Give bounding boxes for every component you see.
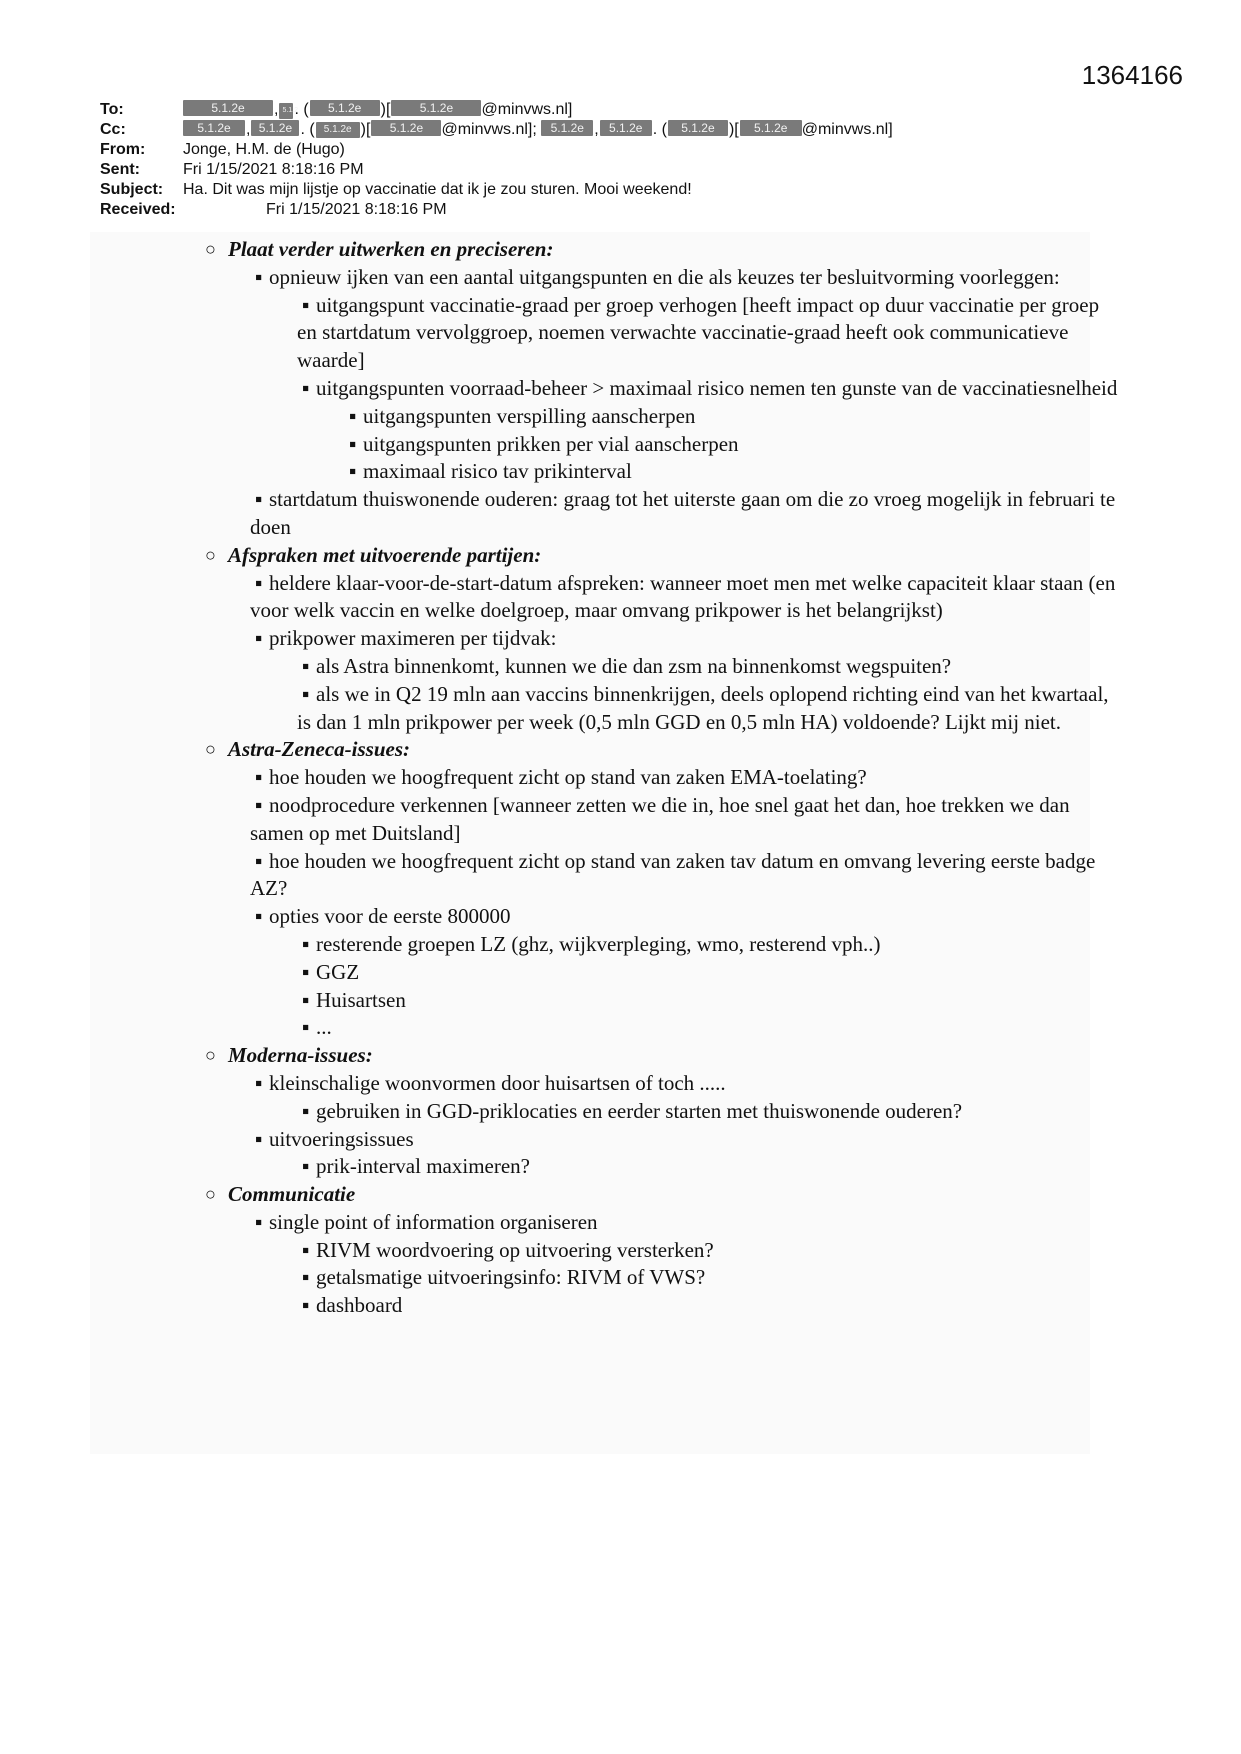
square-bullet-icon: ▪ xyxy=(349,403,357,428)
list-item-text: Plaat verder uitwerken en preciseren: xyxy=(228,237,554,261)
square-bullet-icon: ▪ xyxy=(349,459,357,484)
to-row xyxy=(100,100,1160,120)
list-item-text: dashboard xyxy=(316,1293,403,1318)
list-item xyxy=(100,570,1120,626)
section-heading xyxy=(100,542,1120,570)
redaction-box: 5.1.2e xyxy=(600,120,652,136)
sent-label: Sent: xyxy=(100,161,140,178)
subject-label: Subject: xyxy=(100,181,164,198)
square-bullet-icon: ▪ xyxy=(302,1265,310,1290)
circle-bullet-icon: ○ xyxy=(205,544,216,565)
list-item-text: prikpower maximeren per tijdvak: xyxy=(269,626,557,651)
list-item-text: Astra-Zeneca-issues: xyxy=(228,737,410,762)
list-item-text: GGZ xyxy=(316,959,360,984)
list-item xyxy=(100,403,1120,431)
email-header xyxy=(100,100,1160,220)
list-item xyxy=(100,848,1120,904)
list-item-text: opties voor de eerste 800000 xyxy=(269,904,511,929)
cc-row xyxy=(100,120,1160,140)
cc-value: 5.1.2e , 5.1.2e . ( 5.1.2e )[ 5.1.2e @minvws.nl]; 5.1.2e , 5.1.2e . ( 5.1.2e )[ 5.1.2e @minvws.nl] xyxy=(183,120,893,140)
list-item xyxy=(100,1126,1120,1154)
from-row xyxy=(100,140,1160,160)
square-bullet-icon: ▪ xyxy=(302,1154,310,1179)
circle-bullet-icon: ○ xyxy=(205,739,216,760)
list-item-text: hoe houden we hoogfrequent zicht op stand van zaken EMA-toelating? xyxy=(269,765,867,790)
list-item-text: startdatum thuiswonende ouderen: graag tot het uiterste gaan om die zo vroeg mogelijk in februari te doen xyxy=(250,487,1116,539)
circle-bullet-icon: ○ xyxy=(205,1184,216,1205)
list-item xyxy=(100,792,1120,848)
section-heading xyxy=(100,1042,1120,1070)
sent-value: Fri 1/15/2021 8:18:16 PM xyxy=(183,161,364,178)
square-bullet-icon: ▪ xyxy=(255,487,263,512)
list-item xyxy=(100,1070,1120,1098)
list-item xyxy=(100,431,1120,459)
list-item-text: noodprocedure verkennen [wanneer zetten we die in, hoe snel gaat het dan, hoe trekken we dan samen op met Duitsland] xyxy=(250,792,1070,845)
list-item-text: prik-interval maximeren? xyxy=(316,1154,530,1179)
redaction-box: 5.1.2e xyxy=(371,120,441,136)
list-item-text: single point of information organiseren xyxy=(269,1209,598,1234)
list-item-text: Afspraken met uitvoerende partijen: xyxy=(228,542,542,567)
circle-bullet-icon: ○ xyxy=(205,1045,216,1066)
list-item xyxy=(100,458,1120,486)
square-bullet-icon: ▪ xyxy=(302,1237,310,1262)
list-item xyxy=(100,931,1120,959)
list-item xyxy=(100,1014,1120,1042)
list-item xyxy=(100,959,1120,987)
square-bullet-icon: ▪ xyxy=(255,1070,263,1095)
subject-row xyxy=(100,180,1160,200)
received-value: Fri 1/15/2021 8:18:16 PM xyxy=(266,201,447,218)
square-bullet-icon: ▪ xyxy=(255,264,263,289)
redaction-box: 5.1.2e xyxy=(541,120,593,136)
list-item-text: gebruiken in GGD-priklocaties en eerder starten met thuiswonende ouderen? xyxy=(316,1098,963,1123)
to-value: 5.1.2e , 5.1.2. ( 5.1.2e )[ 5.1.2e @minvws.nl] xyxy=(183,100,572,120)
list-item-text: opnieuw ijken van een aantal uitgangspunten en die als keuzes ter besluitvorming voorleggen: xyxy=(269,264,1060,289)
list-item-text: hoe houden we hoogfrequent zicht op stand van zaken tav datum en omvang levering eerste badge AZ? xyxy=(250,848,1096,901)
square-bullet-icon: ▪ xyxy=(302,1015,310,1040)
redaction-box: 5.1.2e xyxy=(668,120,728,136)
list-item xyxy=(100,264,1120,292)
to-domain: @minvws.nl] xyxy=(481,101,573,118)
list-item-text: maximaal risico tav prikinterval xyxy=(363,459,632,484)
list-item xyxy=(100,375,1120,403)
redaction-box: 5.1.2e xyxy=(310,100,380,116)
square-bullet-icon: ▪ xyxy=(302,931,310,956)
list-item-text: als Astra binnenkomt, kunnen we die dan zsm na binnenkomst wegspuiten? xyxy=(316,653,952,678)
square-bullet-icon: ▪ xyxy=(255,1209,263,1234)
from-value: Jonge, H.M. de (Hugo) xyxy=(183,141,345,158)
received-label: Received: xyxy=(100,201,176,218)
list-item xyxy=(100,764,1120,792)
list-item-text: uitgangspunten prikken per vial aanscherpen xyxy=(363,431,739,456)
section-heading xyxy=(100,1181,1120,1209)
square-bullet-icon: ▪ xyxy=(302,681,310,706)
square-bullet-icon: ▪ xyxy=(302,375,310,400)
redaction-box: 5.1.2e xyxy=(391,100,481,116)
redaction-box: 5.1.2e xyxy=(251,120,299,136)
list-item xyxy=(100,486,1120,542)
square-bullet-icon: ▪ xyxy=(302,1293,310,1318)
square-bullet-icon: ▪ xyxy=(255,765,263,790)
list-item xyxy=(100,1098,1120,1126)
redaction-box: 5.1.2 xyxy=(279,103,293,119)
square-bullet-icon: ▪ xyxy=(255,792,263,817)
list-item-text: resterende groepen LZ (ghz, wijkverpleging, wmo, resterend vph..) xyxy=(316,931,881,956)
cc-domain: @minvws.nl]; xyxy=(441,121,537,138)
list-item-text: RIVM woordvoering op uitvoering versterken? xyxy=(316,1237,714,1262)
list-item-text: ... xyxy=(316,1015,332,1040)
square-bullet-icon: ▪ xyxy=(255,1126,263,1151)
list-item-text: Communicatie xyxy=(228,1182,356,1207)
square-bullet-icon: ▪ xyxy=(255,848,263,873)
redaction-box: 5.1.2e xyxy=(316,122,360,138)
square-bullet-icon: ▪ xyxy=(302,987,310,1012)
list-item-text: uitgangspunten verspilling aanscherpen xyxy=(363,403,696,428)
square-bullet-icon: ▪ xyxy=(255,626,263,651)
list-item xyxy=(100,1153,1120,1181)
list-item-text: kleinschalige woonvormen door huisartsen of toch ..... xyxy=(269,1070,726,1095)
square-bullet-icon: ▪ xyxy=(302,292,310,317)
list-item xyxy=(100,1237,1120,1265)
list-item-text: heldere klaar-voor-de-start-datum afspreken: wanneer moet men met welke capaciteit klaar staan (en voor welk vaccin en welke doelgroep, maar omvang prikpower is het belangrijkst) xyxy=(250,570,1116,623)
section-heading xyxy=(100,236,1120,264)
redaction-box: 5.1.2e xyxy=(183,100,273,116)
list-item-text: als we in Q2 19 mln aan vaccins binnenkrijgen, deels oplopend richting eind van het kwartaal, is dan 1 mln prikpower per week (0,5 mln GGD en 0,5 mln HA) voldoende? Lijkt mij niet. xyxy=(297,681,1109,734)
redaction-box: 5.1.2e xyxy=(740,120,802,136)
list-item xyxy=(100,1264,1120,1292)
list-item-text: Huisartsen xyxy=(316,987,406,1012)
list-item-text: uitvoeringsissues xyxy=(269,1126,414,1151)
list-item-text: Moderna-issues: xyxy=(228,1043,373,1068)
list-item xyxy=(100,903,1120,931)
list-item xyxy=(100,681,1120,737)
from-label: From: xyxy=(100,141,146,158)
document-number: 1364166 xyxy=(1081,60,1183,90)
cc-domain: @minvws.nl] xyxy=(801,121,893,138)
square-bullet-icon: ▪ xyxy=(255,570,263,595)
list-item-text: getalsmatige uitvoeringsinfo: RIVM of VWS? xyxy=(316,1265,706,1290)
square-bullet-icon: ▪ xyxy=(349,431,357,456)
received-row xyxy=(100,200,1160,220)
square-bullet-icon: ▪ xyxy=(302,653,310,678)
to-label: To: xyxy=(100,101,124,118)
list-item xyxy=(100,987,1120,1015)
sent-row xyxy=(100,160,1160,180)
square-bullet-icon: ▪ xyxy=(255,904,263,929)
section-heading xyxy=(100,736,1120,764)
list-item-text: uitgangspunt vaccinatie-graad per groep verhogen [heeft impact op duur vaccinatie per groep en startdatum vervolggroep, noemen verwachte vaccinatie-graad heeft ook communicatieve waarde] xyxy=(297,292,1100,373)
cc-label: Cc: xyxy=(100,121,126,138)
list-item-text: uitgangspunten voorraad-beheer > maximaal risico nemen ten gunste van de vaccinatiesnelheid xyxy=(316,375,1118,400)
list-item xyxy=(100,1209,1120,1237)
list-item xyxy=(100,1292,1120,1320)
list-item xyxy=(100,653,1120,681)
list-item xyxy=(100,625,1120,653)
redaction-box: 5.1.2e xyxy=(183,120,245,136)
square-bullet-icon: ▪ xyxy=(302,959,310,984)
list-item xyxy=(100,292,1120,375)
email-body xyxy=(100,236,1120,1320)
circle-bullet-icon: ○ xyxy=(205,239,216,259)
square-bullet-icon: ▪ xyxy=(302,1098,310,1123)
subject-value: Ha. Dit was mijn lijstje op vaccinatie dat ik je zou sturen. Mooi weekend! xyxy=(183,181,692,198)
